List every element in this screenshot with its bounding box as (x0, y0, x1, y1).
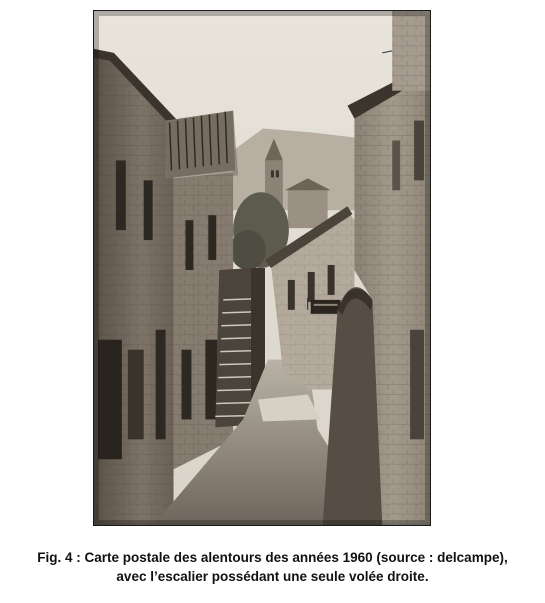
figure-caption (0, 548, 545, 586)
street-scene-illustration (94, 11, 430, 525)
postcard-photo (93, 10, 431, 526)
caption-line-2: avec l’escalier possédant une seule volée droite. (116, 569, 429, 584)
caption-line-1: Fig. 4 : Carte postale des alentours des années 1960 (source : delcampe), (37, 550, 508, 565)
